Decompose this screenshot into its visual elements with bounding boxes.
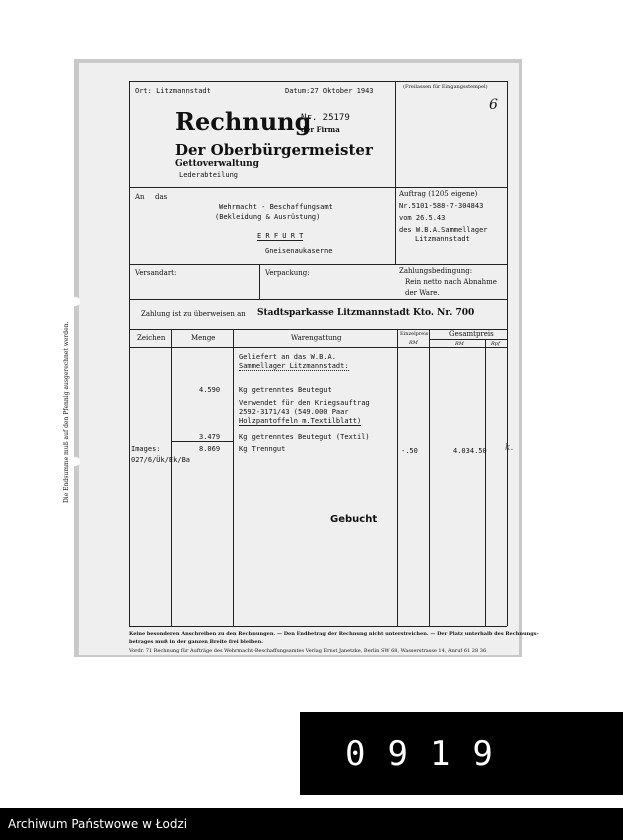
invoice-number: Nr. 25179 (301, 113, 350, 123)
gebucht-stamp: Gebucht (330, 514, 378, 525)
desc-line-4: Verwendet für den Kriegsauftrag (239, 399, 370, 407)
menge-2: 3.479 (199, 433, 221, 441)
header-warengattung: Warengattung (291, 334, 342, 342)
desc-line-2: Sammellager Litzmannstadt: (239, 362, 349, 370)
desc-line-8: Kg Trenngut (239, 445, 286, 453)
zahlung-line-2: der Ware. (405, 289, 440, 297)
firm-name: Der Oberbürgermeister (175, 141, 373, 159)
menge-3: 8.069 (199, 445, 221, 453)
menge-1: 4.590 (199, 386, 221, 394)
zeichen-line-2: 027/6/Ük/Ek/Ba (131, 456, 191, 464)
desc-line-7: Kg getrenntes Beutegut (Textil) (239, 433, 370, 441)
pencil-mark: 6 (489, 97, 498, 113)
footer-line-3: Vordr. 71 Rechnung für Aufträge des Wehrmacht-Beschaffungsamtes Verlag Ernst Janetzke, Berlin SW 68, Wasserstrasse 14, Anruf 61 28 36 (129, 648, 487, 654)
footer-line-1: Keine besonderen Anschreiben zu den Rechnungen. — Den Endbetrag der Rechnung nicht unterstreichen. — Der Platz unterhalb des Rechnungs- (129, 631, 539, 637)
auftrag-line-5: Litzmannstadt (415, 235, 470, 243)
bank-value: Stadtsparkasse Litzmannstadt Kto. Nr. 700 (257, 308, 475, 318)
frame-number: 0919 (345, 734, 515, 774)
desc-line-5: 2592-3171/43 (549.000 Paar (239, 408, 349, 416)
datum: Datum:27 Oktober 1943 (285, 87, 374, 95)
header-menge: Menge (191, 334, 216, 342)
department-2: Lederabteilung (179, 171, 239, 179)
desc-line-1: Geliefert an das W.B.A. (239, 353, 336, 361)
department-1: Gettoverwaltung (175, 159, 259, 169)
punch-hole (71, 457, 80, 466)
invoice-title: Rechnung (175, 107, 312, 136)
archive-label: Archiwum Państwowe w Łodzi (8, 817, 188, 831)
document-scan (63, 59, 539, 657)
auftrag-line-2: Nr.5101-588-7-304843 (399, 202, 484, 210)
bank-label: Zahlung ist zu überweisen an (141, 310, 246, 318)
an-label: An (135, 193, 145, 201)
zahlung-line-1: Rein netto nach Abnahme (405, 278, 497, 286)
header-gesamt-rpf: Rpf (491, 341, 500, 347)
header-einzelpreis: Einzelpreis (400, 331, 429, 337)
recipient-line-4: Gneisenaukaserne (265, 247, 333, 255)
auftrag-line-3: vom 26.5.43 (399, 214, 446, 222)
frame-number-bar (300, 712, 623, 795)
versandart-label: Versandart: (135, 269, 177, 277)
der-firma: der Firma (301, 125, 340, 134)
recipient-line-1: Wehrmacht - Beschaffungsamt (219, 203, 333, 211)
zahlung-label: Zahlungsbedingung: (399, 267, 473, 275)
recipient-line-3: E R F U R T (257, 232, 304, 240)
das-label: das (155, 193, 168, 201)
punch-hole (71, 297, 80, 306)
auftrag-line-1: Auftrag (1205 eigene) (399, 190, 478, 198)
verpackung-label: Verpackung: (265, 269, 310, 277)
eingangsstempel: (Freilassen für Eingangsstempel) (403, 84, 488, 90)
header-gesamtpreis: Gesamtpreis (449, 330, 494, 338)
archive-bar (0, 808, 623, 840)
desc-line-3: Kg getrenntes Beutegut (239, 386, 332, 394)
footer-line-2: betrages muß in der ganzen Breite frei bleiben. (129, 639, 263, 645)
ort: Ort: Litzmannstadt (135, 87, 211, 95)
pencil-annotation: k. (505, 443, 514, 453)
side-note: Die Endsumme muß auf den Pfennig ausgerechnet werden. (63, 321, 70, 503)
einzelpreis-value: -.50 (401, 447, 418, 455)
header-gesamt-rm: RM (455, 341, 464, 347)
gesamtpreis-value: 4.034.50 (453, 447, 487, 455)
header-einzel-rm: RM (409, 340, 418, 346)
auftrag-line-4: des W.B.A.Sammellager (399, 226, 488, 234)
recipient-line-2: (Bekleidung & Ausrüstung) (215, 213, 321, 221)
desc-line-6: Holzpantoffeln m.Textilblatt) (239, 417, 362, 425)
header-zeichen: Zeichen (137, 334, 166, 342)
invoice-paper (63, 63, 539, 655)
zeichen-line-1: Images: (131, 445, 161, 453)
